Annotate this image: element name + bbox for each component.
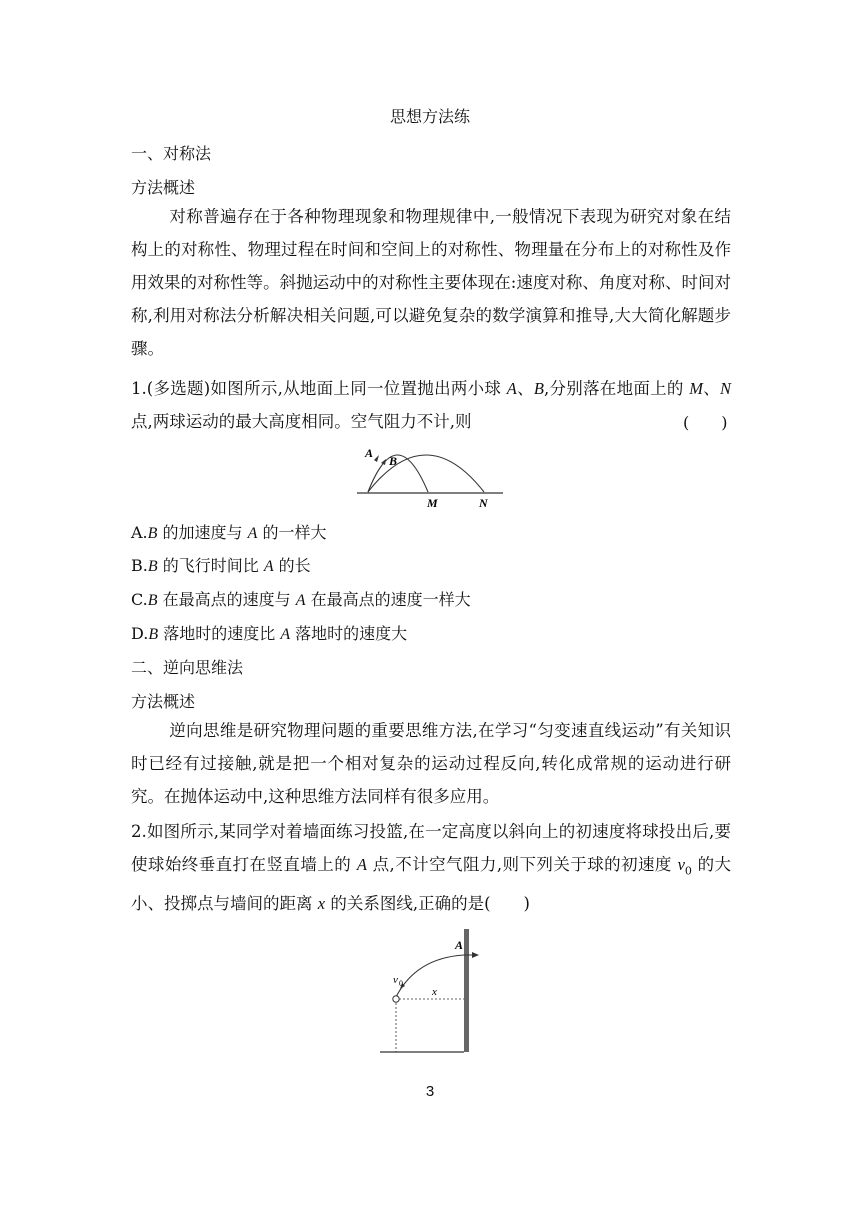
q1-option-d bbox=[131, 621, 407, 644]
label-x: x bbox=[432, 986, 437, 998]
option-text: 落地时的速度大 bbox=[290, 624, 408, 643]
option-text: 在最高点的速度一样大 bbox=[305, 590, 471, 609]
q1-answer-paren: ( ) bbox=[683, 413, 728, 432]
section1-overview-label: 方法概述 bbox=[131, 178, 196, 197]
label-a: A bbox=[365, 446, 374, 460]
q1-option-a bbox=[131, 520, 326, 543]
q2-text-3: 的大小、投掷点与墙间的距离 bbox=[131, 855, 732, 914]
section1-overview-text: 对称普遍存在于各种物理现象和物理规律中,一般情况下表现为研究对象在结构上的对称性、物理过程在时间和空间上的对称性、物理量在分布上的对称性及作用效果的对称性等。斜抛运动中的对称性主要体现在:速度对称、角度对称、时间对称,利用对称法分析解决相关问题,可以避免复杂的数学演算和推导,大大简化解题步骤。 bbox=[131, 207, 731, 358]
wall bbox=[464, 929, 469, 1052]
option-var: A bbox=[295, 592, 306, 609]
option-var: B bbox=[148, 626, 159, 643]
section2-heading: 二、逆向思维法 bbox=[131, 658, 244, 677]
option-text: 落地时的速度比 bbox=[158, 624, 281, 643]
section2-overview-paragraph bbox=[131, 714, 731, 813]
q1-option-b bbox=[131, 553, 311, 576]
q1-figure-trajectories bbox=[350, 438, 510, 513]
q1-var-m: M bbox=[689, 379, 703, 398]
arrow-b-icon bbox=[381, 459, 386, 465]
page-number: 3 bbox=[425, 1083, 435, 1100]
option-var: B bbox=[147, 558, 158, 575]
q2-text-4: 的关系图线,正确的是( ) bbox=[325, 894, 530, 914]
section1-heading: 一、对称法 bbox=[131, 144, 212, 163]
q2-figure-wall-throw bbox=[375, 925, 490, 1060]
q1-var-n: N bbox=[720, 379, 732, 398]
label-v: v bbox=[393, 974, 398, 986]
label-v-sub: 0 bbox=[399, 979, 403, 988]
label-b: B bbox=[389, 454, 398, 468]
trajectory bbox=[396, 955, 464, 997]
q1-text-4: 点,两球运动的最大高度相同。空气阻力不计,则 bbox=[131, 412, 472, 431]
label-n: N bbox=[479, 496, 488, 510]
option-prefix: B. bbox=[131, 556, 148, 575]
option-var: A bbox=[263, 558, 274, 575]
option-text: 的一样大 bbox=[257, 523, 327, 542]
q2-text-1: 2.如图所示,某同学对着墙面练习投篮,在一定高度以斜向上的初速度将球投出后,要使球始终垂直打在竖直墙上的 bbox=[131, 822, 731, 874]
label-m: M bbox=[427, 496, 438, 510]
q2-text-2: 点,不计空气阻力,则下列关于球的初速度 bbox=[366, 855, 678, 874]
option-var: A bbox=[247, 525, 258, 542]
q2-var-x: x bbox=[317, 894, 326, 914]
label-a: A bbox=[455, 938, 464, 952]
option-var: A bbox=[280, 626, 291, 643]
q1-text-3: 、 bbox=[702, 379, 721, 398]
section1-overview-paragraph bbox=[131, 200, 731, 365]
hit-arrow-icon bbox=[472, 952, 479, 958]
q1-var-a: A bbox=[506, 379, 517, 398]
arrow-a-icon bbox=[374, 455, 379, 462]
q2-stem bbox=[131, 815, 731, 920]
option-prefix: A. bbox=[131, 523, 148, 542]
option-text: 在最高点的速度与 bbox=[157, 590, 296, 609]
q1-option-c bbox=[131, 587, 471, 610]
q1-text-1: 1.(多选题)如图所示,从地面上同一位置抛出两小球 bbox=[131, 379, 507, 398]
page-title: 思想方法练 bbox=[389, 107, 470, 126]
section2-overview-text: 逆向思维是研究物理问题的重要思维方法,在学习“匀变速直线运动”有关知识时已经有过接触,就是把一个相对复杂的运动过程反向,转化成常规的运动进行研究。在抛体运动中,这种思维方法同样有很多应用。 bbox=[131, 721, 731, 806]
q1-text-2: ,分别落在地面上的 bbox=[543, 379, 690, 398]
q2-var-a: A bbox=[356, 855, 367, 874]
q2-var-v-sub: 0 bbox=[684, 864, 692, 878]
option-prefix: D. bbox=[131, 624, 149, 643]
option-var: B bbox=[147, 592, 158, 609]
section2-overview-label: 方法概述 bbox=[131, 692, 196, 711]
ball bbox=[393, 996, 399, 1002]
q1-stem bbox=[131, 372, 731, 438]
q2-var-v: v bbox=[677, 855, 685, 874]
option-text: 的飞行时间比 bbox=[157, 556, 264, 575]
option-text: 的长 bbox=[273, 556, 311, 575]
option-prefix: C. bbox=[131, 590, 148, 609]
option-var: B bbox=[147, 525, 158, 542]
option-text: 的加速度与 bbox=[157, 523, 248, 542]
q1-var-b: B bbox=[533, 379, 544, 398]
q1-sep: 、 bbox=[516, 379, 534, 398]
